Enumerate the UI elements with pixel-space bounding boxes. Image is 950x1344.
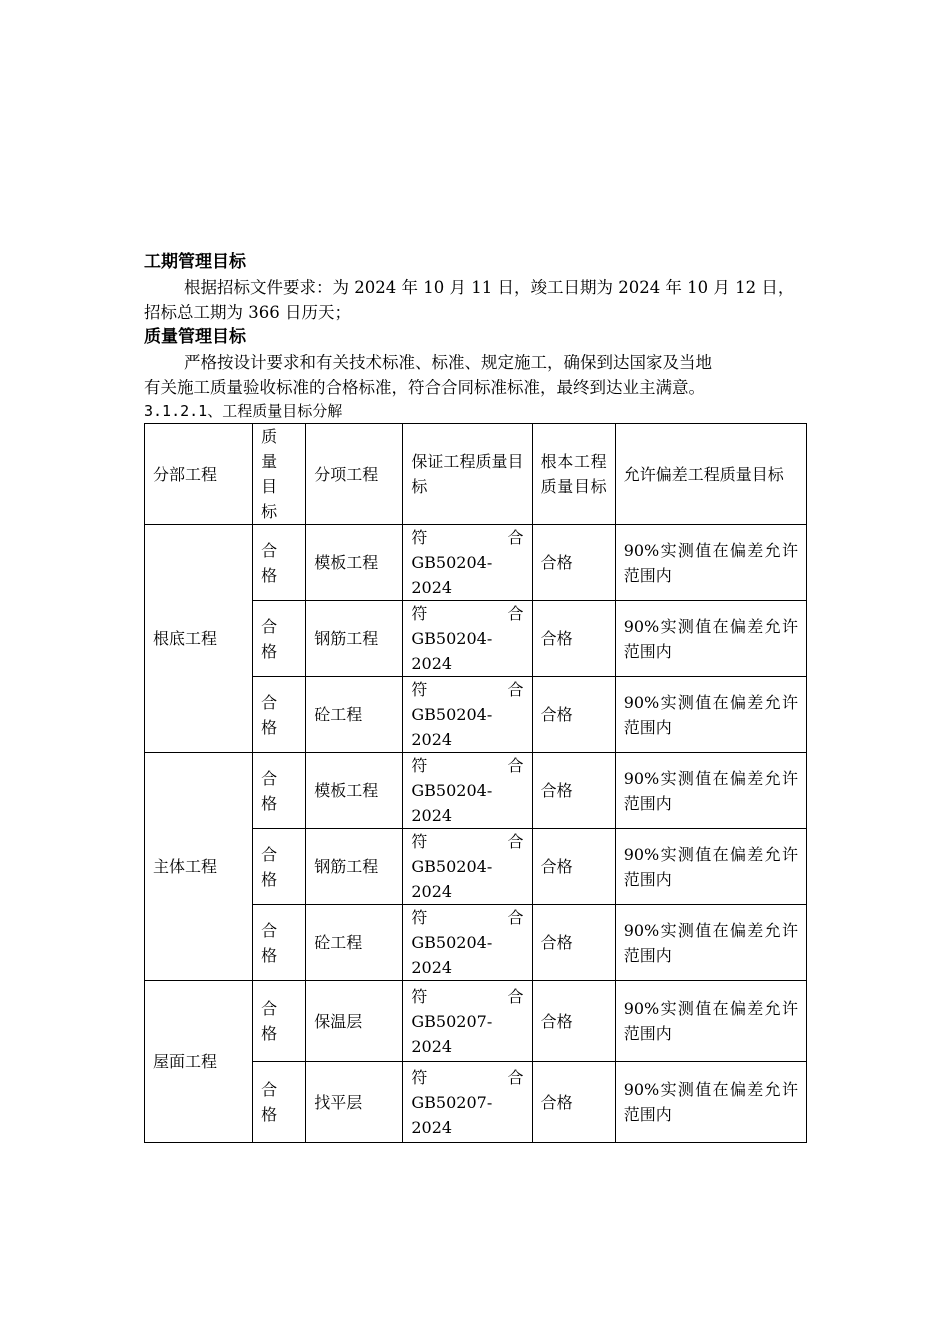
basic-target-cell: 合格 <box>532 677 615 753</box>
quality-goal-cell <box>253 601 306 677</box>
quality-goal-cell <box>253 981 306 1062</box>
division-cell: 根底工程 <box>145 525 253 753</box>
quality-goal-char: 格 <box>261 1105 278 1124</box>
header-assure-target: 保证工程质量目标 <box>403 424 532 525</box>
standard-code: GB50204- <box>411 705 493 724</box>
division-cell: 屋面工程 <box>145 981 253 1143</box>
quality-heading: 质量管理目标 <box>144 327 246 347</box>
allowed-target-cell: 90%实测值在偏差允许范围内 <box>615 981 806 1062</box>
header-quality-goal <box>253 424 306 525</box>
quality-goal-cell <box>253 905 306 981</box>
basic-target-cell: 合格 <box>532 829 615 905</box>
standard-line <box>411 1065 523 1090</box>
header-basic-target: 根本工程质量目标 <box>532 424 615 525</box>
quality-goal-cell <box>253 677 306 753</box>
quality-goal-char: 格 <box>261 565 278 585</box>
allowed-target-cell: 90%实测值在偏差允许范围内 <box>615 905 806 981</box>
quality-goal-char: 格 <box>261 869 278 889</box>
quality-target-table <box>144 423 807 1143</box>
standard-word-a: 符 <box>411 986 428 1006</box>
table-header-row <box>145 424 807 525</box>
standard-word-b: 合 <box>507 1067 524 1087</box>
standard-word-b: 合 <box>507 756 524 775</box>
schedule-paragraph <box>144 275 814 325</box>
allowed-target-cell: 90%实测值在偏差允许范围内 <box>615 601 806 677</box>
standard-year: 2024 <box>411 806 453 825</box>
subitem-cell: 模板工程 <box>306 525 403 601</box>
standard-word-a: 符 <box>411 756 428 775</box>
quality-goal-cell <box>253 753 306 829</box>
table-row <box>145 981 807 1062</box>
subitem-cell: 砼工程 <box>306 905 403 981</box>
standard-line <box>411 601 523 626</box>
standard-year: 2024 <box>411 958 453 977</box>
subitem-cell: 模板工程 <box>306 753 403 829</box>
assure-target-cell <box>403 829 532 905</box>
standard-word-b: 合 <box>507 832 524 851</box>
basic-target-cell: 合格 <box>532 905 615 981</box>
standard-line <box>411 753 523 778</box>
standard-line <box>411 525 523 550</box>
standard-year: 2024 <box>411 730 453 749</box>
standard-year: 2024 <box>411 1036 453 1056</box>
assure-target-cell <box>403 905 532 981</box>
standard-word-b: 合 <box>507 528 524 547</box>
header-goal-char: 质 <box>261 427 278 446</box>
standard-word-a: 符 <box>411 832 428 851</box>
standard-code: GB50204- <box>411 553 493 572</box>
standard-line <box>411 905 523 930</box>
quality-goal-char: 合 <box>261 999 278 1018</box>
quality-goal-char: 格 <box>261 1024 278 1043</box>
quality-goal-char: 格 <box>261 717 278 737</box>
standard-word-a: 符 <box>411 908 428 927</box>
standard-word-a: 符 <box>411 604 428 623</box>
standard-word-b: 合 <box>507 986 524 1006</box>
quality-paragraph <box>144 350 814 400</box>
quality-goal-char: 合 <box>261 616 278 636</box>
standard-year: 2024 <box>411 578 453 597</box>
standard-line <box>411 984 523 1009</box>
standard-line <box>411 829 523 854</box>
quality-goal-char: 格 <box>261 793 278 813</box>
quality-goal-char: 合 <box>261 692 278 712</box>
standard-year: 2024 <box>411 882 453 901</box>
allowed-target-cell: 90%实测值在偏差允许范围内 <box>615 753 806 829</box>
standard-year: 2024 <box>411 1117 453 1137</box>
table-caption: 3.1.2.1、工程质量目标分解 <box>144 402 343 420</box>
subitem-cell: 钢筋工程 <box>306 829 403 905</box>
assure-target-cell <box>403 981 532 1062</box>
schedule-line-2: 招标总工期为 366 日历天； <box>144 303 351 322</box>
allowed-target-cell: 90%实测值在偏差允许范围内 <box>615 829 806 905</box>
quality-line-2: 有关施工质量验收标准的合格标准，符合合同标准标准，最终到达业主满意。 <box>144 378 705 397</box>
assure-target-cell <box>403 753 532 829</box>
allowed-target-cell: 90%实测值在偏差允许范围内 <box>615 1062 806 1143</box>
standard-word-b: 合 <box>507 604 524 623</box>
standard-code: GB50204- <box>411 857 493 876</box>
header-goal-char: 目 <box>261 477 278 496</box>
subitem-cell: 砼工程 <box>306 677 403 753</box>
subitem-cell: 钢筋工程 <box>306 601 403 677</box>
assure-target-cell <box>403 677 532 753</box>
quality-goal-cell <box>253 525 306 601</box>
standard-code: GB50207- <box>411 1092 493 1112</box>
quality-goal-char: 格 <box>261 641 278 661</box>
schedule-heading: 工期管理目标 <box>144 252 246 272</box>
standard-year: 2024 <box>411 654 453 673</box>
quality-goal-char: 合 <box>261 768 278 788</box>
table-row <box>145 753 807 829</box>
standard-word-a: 符 <box>411 528 428 547</box>
standard-word-b: 合 <box>507 680 524 699</box>
standard-code: GB50204- <box>411 629 493 648</box>
subitem-cell: 保温层 <box>306 981 403 1062</box>
header-allowed-target: 允许偏差工程质量目标 <box>615 424 806 525</box>
table-row <box>145 525 807 601</box>
basic-target-cell: 合格 <box>532 1062 615 1143</box>
standard-line <box>411 677 523 702</box>
quality-goal-char: 合 <box>261 844 278 864</box>
header-subitem: 分项工程 <box>306 424 403 525</box>
basic-target-cell: 合格 <box>532 601 615 677</box>
standard-word-a: 符 <box>411 1067 428 1087</box>
basic-target-cell: 合格 <box>532 981 615 1062</box>
header-goal-char: 标 <box>261 502 278 521</box>
standard-code: GB50204- <box>411 781 493 800</box>
standard-code: GB50204- <box>411 933 493 952</box>
header-division: 分部工程 <box>145 424 253 525</box>
quality-goal-cell <box>253 829 306 905</box>
basic-target-cell: 合格 <box>532 753 615 829</box>
quality-goal-char: 合 <box>261 540 278 560</box>
standard-word-a: 符 <box>411 680 428 699</box>
assure-target-cell <box>403 525 532 601</box>
schedule-line-1: 根据招标文件要求：为 2024 年 10 月 11 日，竣工日期为 2024 年 10 月 12 日， <box>184 278 795 297</box>
allowed-target-cell: 90%实测值在偏差允许范围内 <box>615 525 806 601</box>
header-goal-char: 量 <box>261 452 278 471</box>
quality-goal-char: 合 <box>261 920 278 940</box>
quality-line-1: 严格按设计要求和有关技术标准、标准、规定施工，确保到达国家及当地 <box>184 353 712 372</box>
division-cell: 主体工程 <box>145 753 253 981</box>
basic-target-cell: 合格 <box>532 525 615 601</box>
assure-target-cell <box>403 601 532 677</box>
quality-goal-cell <box>253 1062 306 1143</box>
allowed-target-cell: 90%实测值在偏差允许范围内 <box>615 677 806 753</box>
quality-goal-char: 合 <box>261 1080 278 1099</box>
document-body <box>144 250 814 422</box>
assure-target-cell <box>403 1062 532 1143</box>
standard-code: GB50207- <box>411 1011 493 1031</box>
subitem-cell: 找平层 <box>306 1062 403 1143</box>
standard-word-b: 合 <box>507 908 524 927</box>
quality-goal-char: 格 <box>261 945 278 965</box>
